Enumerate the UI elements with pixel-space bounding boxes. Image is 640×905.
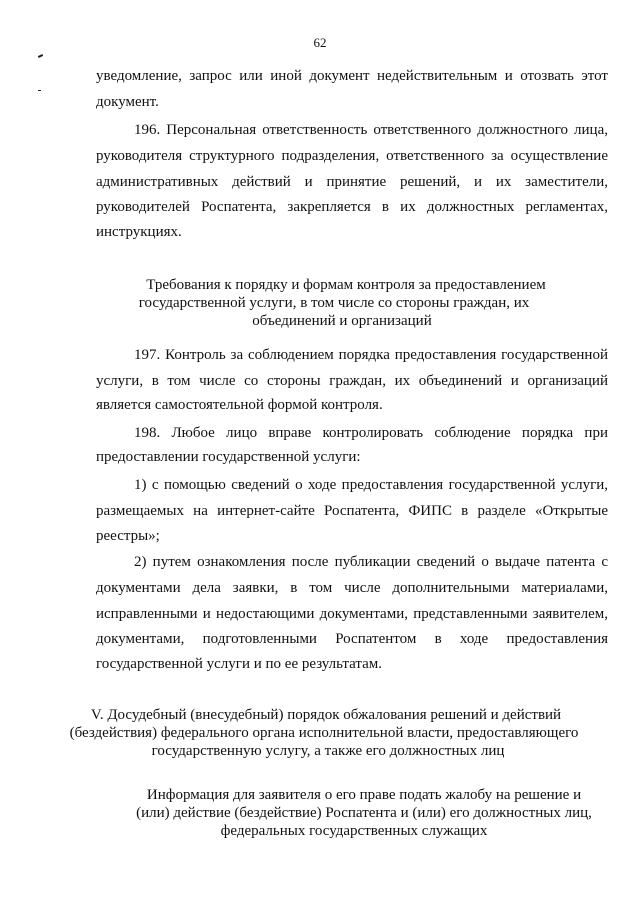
heading-line: государственной услуги, в том числе со стороны граждан, их — [138, 295, 530, 311]
scan-mark — [38, 90, 41, 91]
text-line: документами, подготовленными Роспатентом в ходе предоставления — [96, 631, 608, 647]
text-line: административных действий и принятие решений, и их заместители, — [96, 174, 608, 190]
text-line: 197. Контроль за соблюдением порядка предоставления государственной — [134, 347, 608, 363]
scan-mark — [38, 54, 43, 58]
text-line: руководителя структурного подразделения, ответственного за осуществление — [96, 148, 608, 164]
text-line: является самостоятельной формой контроля. — [96, 397, 383, 413]
text-line: уведомление, запрос или иной документ недействительным и отозвать этот — [96, 68, 608, 84]
text-line: руководителей Роспатента, закрепляется в их должностных регламентах, — [96, 199, 608, 215]
text-line: 196. Персональная ответственность ответственного должностного лица, — [134, 122, 608, 138]
heading-line: (бездействия) федерального органа исполнительной власти, предоставляющего — [69, 725, 579, 741]
heading-line: Информация для заявителя о его праве подать жалобу на решение и — [146, 787, 582, 803]
heading-line: (или) действие (бездействие) Роспатента и (или) его должностных лиц, — [136, 805, 592, 821]
text-line: исправленными и недостающими документами, представленными заявителем, — [96, 606, 608, 622]
heading-line: Требования к порядку и формам контроля за предоставлением — [146, 277, 546, 293]
heading-line: государственную услугу, а также его должностных лиц — [151, 743, 505, 759]
text-line: 1) с помощью сведений о ходе предоставления государственной услуги, — [134, 477, 608, 493]
text-line: документами дела заявки, в том числе дополнительными материалами, — [96, 580, 608, 596]
text-line: документ. — [96, 94, 159, 110]
text-line: размещаемых на интернет-сайте Роспатента, ФИПС в разделе «Открытые — [96, 503, 608, 519]
text-line: предоставлении государственной услуги: — [96, 449, 361, 465]
text-line: государственной услуги и по ее результатам. — [96, 656, 383, 672]
page-number: 62 — [313, 35, 327, 50]
text-line: 198. Любое лицо вправе контролировать соблюдение порядка при — [134, 425, 608, 441]
heading-line: V. Досудебный (внесудебный) порядок обжалования решений и действий — [90, 707, 562, 723]
text-line: реестры»; — [96, 528, 160, 544]
text-line: 2) путем ознакомления после публикации сведений о выдаче патента с — [134, 554, 608, 570]
heading-line: федеральных государственных служащих — [220, 823, 488, 839]
text-line: услуги, в том числе со стороны граждан, их объединений и организаций — [96, 373, 608, 389]
text-line: инструкциях. — [96, 224, 182, 240]
heading-line: объединений и организаций — [252, 313, 432, 329]
